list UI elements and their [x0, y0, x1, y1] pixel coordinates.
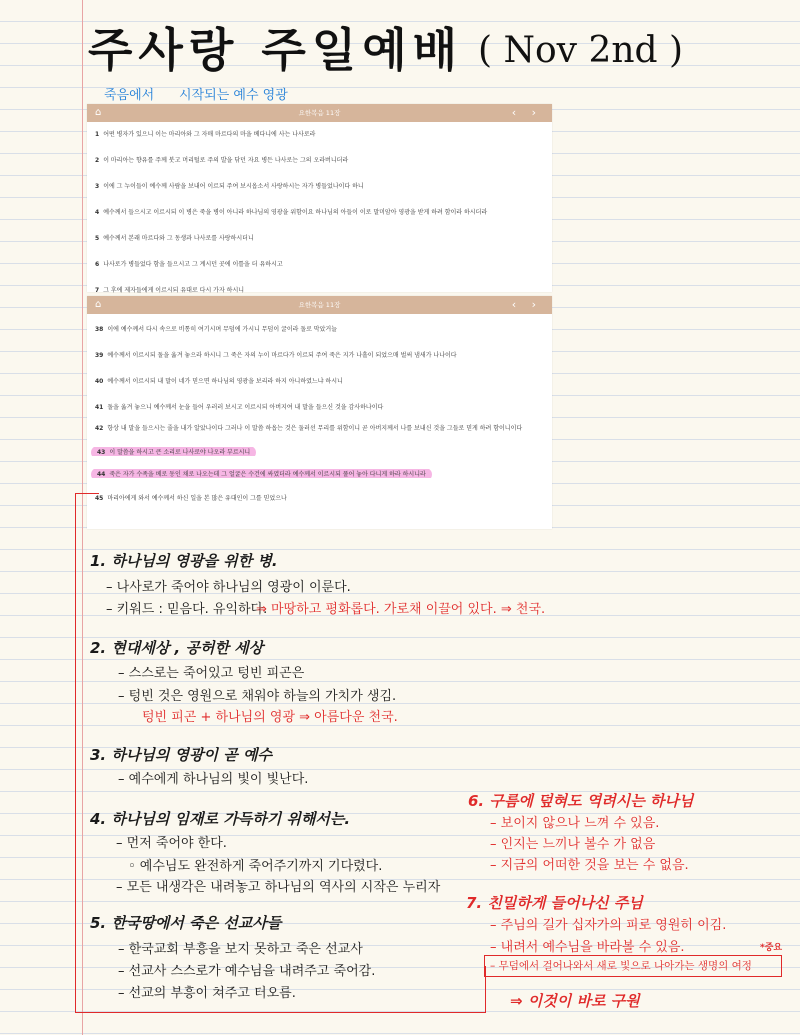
note-line-red-boxed: – 무덤에서 걸어나와서 새로 빛으로 나아가는 생명의 여정 [490, 960, 752, 972]
notebook-margin-line [82, 0, 83, 1035]
home-icon[interactable]: ⌂ [95, 299, 102, 310]
verse-row: 7 그 후에 제자들에게 이르시되 유대로 다시 가자 하시니 [95, 287, 245, 294]
chevron-nav-icon[interactable]: ‹ › [511, 106, 542, 119]
note-heading-7: 7. 친밀하게 들어나신 주님 [466, 894, 643, 912]
card-header [87, 296, 552, 314]
verse-row: 38 이에 예수께서 다시 속으로 비통히 여기시며 무덤에 가시니 무덤이 굴이라 돌로 막았거늘 [95, 326, 337, 333]
note-heading-3: 3. 하나님의 영광이 곧 예수 [90, 746, 272, 764]
highlight: 44 죽은 자가 수족을 베로 동인 채로 나오는데 그 얼굴은 수건에 싸였더라 예수께서 이르시되 풀어 놓아 다니게 하라 하시니라 [91, 469, 432, 478]
verse-row: 3 이에 그 누이들이 예수께 사람을 보내어 이르되 주여 보시옵소서 사랑하시는 자가 병들었나이다 하니 [95, 183, 364, 190]
connector-line [75, 1012, 485, 1013]
verse-row: 2 이 마리아는 향유를 주께 붓고 머리털로 주의 발을 닦던 자요 병든 나사로는 그의 오라버니더라 [95, 157, 349, 164]
connector-line [75, 493, 99, 494]
home-icon[interactable]: ⌂ [95, 107, 102, 118]
note-line-red: 텅빈 피곤 + 하나님의 영광 ⇒ 아름다운 천국. [142, 710, 398, 725]
subtitle-part2: 시작되는 예수 영광 [179, 88, 288, 103]
verse-row: 4 예수께서 들으시고 이르시되 이 병은 죽을 병이 아니라 하나님의 영광을 위함이요 하나님의 아들이 이로 말미암아 영광을 받게 하려 함이라 하시더라 [95, 209, 488, 216]
note-line: – 텅빈 것은 영원으로 채워야 하늘의 가치가 생김. [118, 689, 397, 704]
note-line: – 먼저 죽어야 한다. [116, 836, 227, 851]
note-heading-5: 5. 한국땅에서 죽은 선교사들 [90, 914, 282, 932]
note-heading-1: 1. 하나님의 영광을 위한 병. [90, 552, 278, 570]
note-heading-4: 4. 하나님의 임재로 가득하기 위해서는. [90, 810, 351, 828]
note-line: – 선교의 부흥이 쳐주고 터오름. [118, 986, 296, 1001]
verse-row: 41 돌을 옮겨 놓으니 예수께서 눈을 들어 우러러 보시고 이르시되 아버지여 내 말을 들으신 것을 감사하나이다 [95, 404, 384, 411]
verse-row: 5 예수께서 본래 마르다와 그 동생과 나사로를 사랑하시더니 [95, 235, 254, 242]
verse-row-highlighted [87, 469, 552, 478]
note-line-red: ⇒ 마땅하고 평화롭다. 가로채 이끌어 있다. ⇒ 천국. [256, 602, 546, 617]
note-line: – 나사로가 죽어야 하나님의 영광이 이룬다. [106, 580, 351, 595]
note-conclusion: ⇒ 이것이 바로 구원 [510, 992, 640, 1010]
card-header [87, 104, 552, 122]
note-line: – 키워드 : 믿음다. 유익하다. [106, 602, 268, 617]
note-line: – 한국교회 부흥을 보지 못하고 죽은 선교사 [118, 942, 363, 957]
note-line: – 스스로는 죽어있고 텅빈 피곤은 [118, 666, 305, 681]
note-heading-2: 2. 현대세상 , 공허한 세상 [90, 639, 264, 657]
chapter-title: 요한복음 11장 [298, 109, 341, 117]
note-line-red: – 내려서 예수님을 바라볼 수 있음. [490, 940, 685, 955]
verse-row: 45 마리아에게 와서 예수께서 하신 일을 본 많은 유대인이 그를 믿었으나 [95, 495, 287, 502]
note-line-red: – 지금의 어떠한 것을 보는 수 없음. [490, 858, 689, 873]
star-important-mark: *중요 [760, 943, 783, 953]
verse-row: 1 어떤 병자가 있으니 이는 마리아와 그 자매 마르다의 마을 베다니에 사는 나사로라 [95, 131, 316, 138]
note-line: ◦ 예수님도 완전하게 죽어주기까지 기다렸다. [128, 859, 383, 874]
connector-line [75, 493, 76, 1013]
note-heading-6: 6. 구름에 덮혀도 역려시는 하나님 [468, 792, 694, 810]
note-line: – 모든 내생각은 내려놓고 하나님의 역사의 시작은 누리자 [116, 880, 441, 895]
bible-card-2 [87, 296, 552, 529]
subtitle [104, 84, 288, 103]
verse-row: 6 나사로가 병들었다 함을 들으시고 그 계시던 곳에 이틀을 더 유하시고 [95, 261, 283, 268]
date-label: ( Nov 2nd ) [478, 30, 684, 71]
note-line: – 선교사 스스로가 예수님을 내려주고 죽어감. [118, 964, 376, 979]
note-line-red: – 인지는 느끼나 볼수 가 없음 [490, 837, 656, 852]
subtitle-part1: 죽음에서 [104, 88, 155, 103]
verse-row: 42 항상 내 말을 들으시는 줄을 내가 알았나이다 그러나 이 말씀 하옵는 것은 둘러선 무리를 위함이니 곧 아버지께서 나를 보내신 것을 그들로 믿게 하려 함이니이다 [95, 425, 523, 432]
note-line-red: – 주님의 길가 십자가의 피로 영원히 이김. [490, 918, 727, 933]
chevron-nav-icon[interactable]: ‹ › [511, 298, 542, 311]
note-line: – 예수에게 하나님의 빛이 빛난다. [118, 772, 309, 787]
bible-card-1 [87, 104, 552, 292]
page-title: 주사랑 주일예배 [88, 23, 464, 77]
note-line-red: – 보이지 않으나 느껴 수 있음. [490, 816, 660, 831]
verse-row: 39 예수께서 이르시되 돌을 옮겨 놓으라 하시니 그 죽은 자의 누이 마르다가 이르되 주여 죽은 지가 나흘이 되었으매 벌써 냄새가 나나이다 [95, 352, 457, 359]
verse-row-highlighted [87, 447, 552, 456]
verse-row: 40 예수께서 이르시되 내 말이 네가 믿으면 하나님의 영광을 보리라 하지 아니하였느냐 하시니 [95, 378, 343, 385]
highlight: 43 이 말씀을 하시고 큰 소리로 나사로야 나오라 부르시니 [91, 447, 256, 456]
chapter-title: 요한복음 11장 [298, 301, 341, 309]
